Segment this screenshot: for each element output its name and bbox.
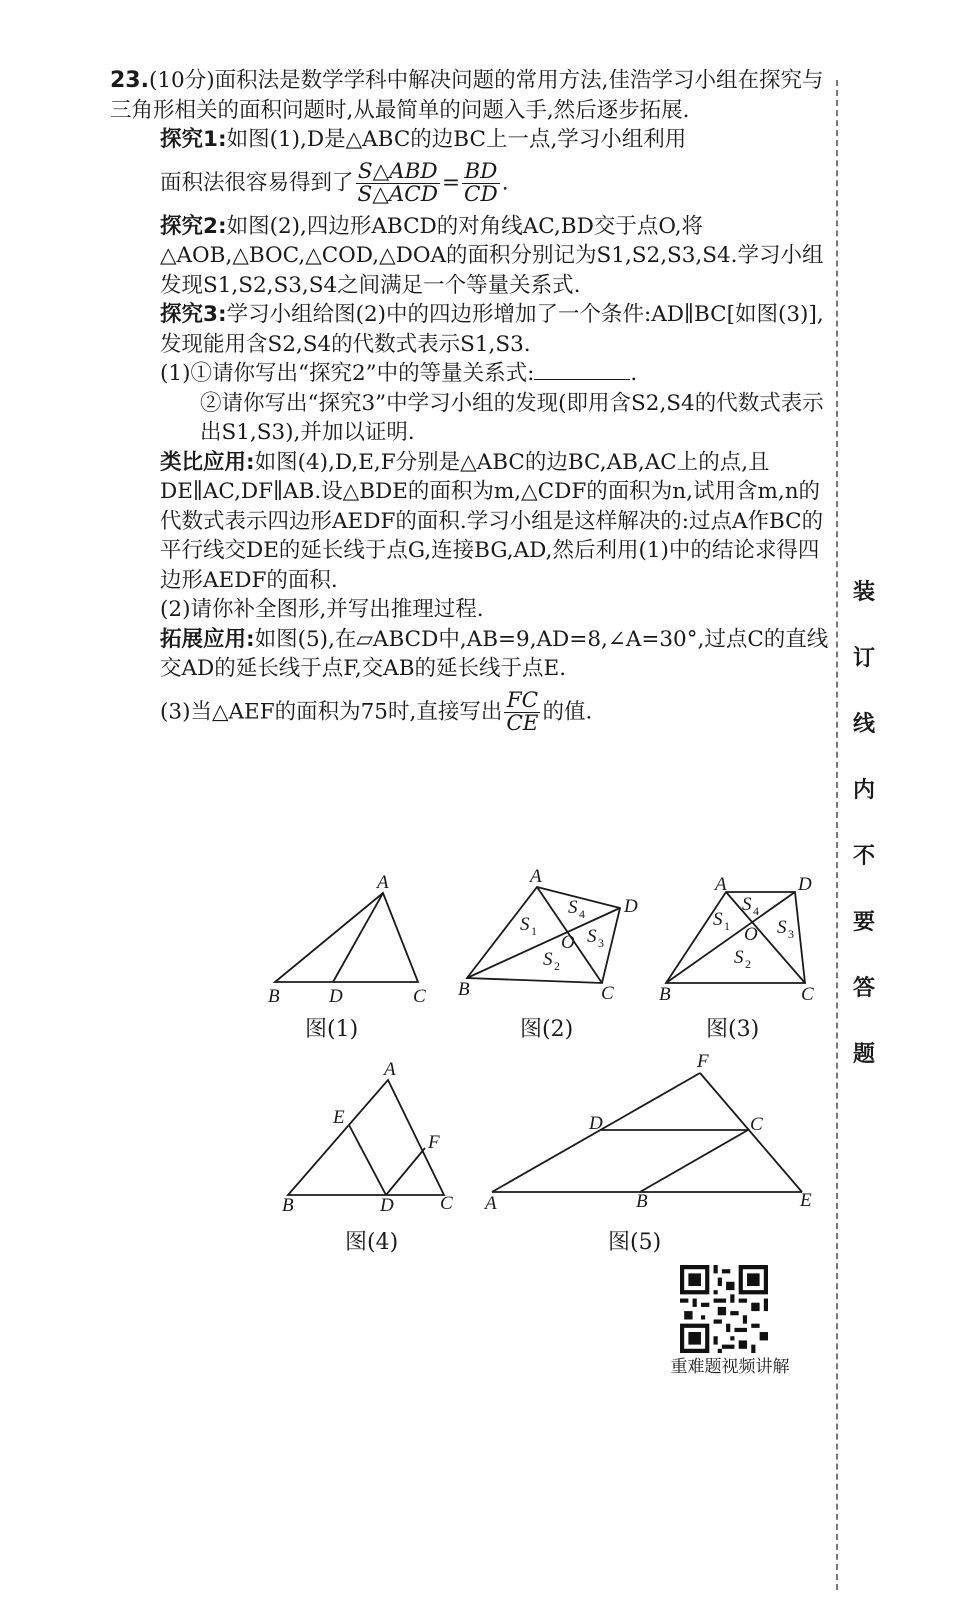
q1-part1-text: (1)①请你写出“探究2”中的等量关系式: <box>160 361 535 386</box>
exploration-3-text: 学习小组给图(2)中的四边形增加了一个条件:AD∥BC[如图(3)],发现能用含S2,S4的代数式表示S1,S3. <box>160 302 824 357</box>
exploration-1-label: 探究1: <box>160 127 227 152</box>
binding-char: 题 <box>852 1042 875 1067</box>
fig3-sub-2: 2 <box>745 957 751 971</box>
exploration-3-label: 探究3: <box>160 302 227 327</box>
fig1-label-b: B <box>268 986 280 1007</box>
fig2-label-s3: S <box>587 926 597 947</box>
fig4-label-e: E <box>333 1107 345 1128</box>
fig2-sub-1: 1 <box>531 924 537 938</box>
fig4-label-f: F <box>428 1132 440 1153</box>
fig2-sub-4: 4 <box>579 907 585 921</box>
fig1-caption: 图(1) <box>305 1017 359 1042</box>
fig4-segment-df <box>386 1148 425 1195</box>
fig1-label-d: D <box>329 986 343 1007</box>
binding-char: 装 <box>852 580 875 605</box>
qr-caption: 重难题视频讲解 <box>670 1357 790 1377</box>
fig3-caption: 图(3) <box>706 1017 760 1042</box>
fig2-label-c: C <box>601 983 614 1004</box>
analogy-label: 类比应用: <box>160 449 255 475</box>
fig5-label-e: E <box>800 1190 812 1211</box>
exploration-2-text: 如图(2),四边形ABCD的对角线AC,BD交于点O,将△AOB,△BOC,△COD,△DOA的面积分别记为S1,S2,S3,S4.学习小组发现S1,S2,S3,S4之间满足一个等量关系式. <box>160 213 824 298</box>
fig4-label-a: A <box>384 1059 396 1080</box>
fig1-label-c: C <box>413 986 426 1007</box>
fig4-label-d: D <box>380 1195 394 1216</box>
fig2-caption: 图(2) <box>520 1017 574 1042</box>
area-ratio-numerator: S△ABD <box>356 161 440 184</box>
question-number: 23. <box>110 68 149 93</box>
fig3-label-s4: S <box>742 894 752 915</box>
fig1-segment-ad <box>333 893 383 982</box>
fig5-label-b: B <box>636 1191 648 1212</box>
fig4-label-b: B <box>282 1195 294 1216</box>
exploration-1-text2: 面积法很容易得到了 <box>160 170 354 195</box>
fig2-sub-2: 2 <box>554 959 560 973</box>
binding-char: 要 <box>852 910 875 935</box>
fig2-label-d: D <box>624 896 638 917</box>
fig3-label-b: B <box>659 984 671 1005</box>
fig2-label-s1: S <box>520 914 530 935</box>
fig3-label-d: D <box>798 874 812 895</box>
fig4-segment-de <box>349 1125 386 1195</box>
fig5-label-c: C <box>750 1114 763 1135</box>
q3-end: 的值. <box>542 699 593 724</box>
fig3-label-o: O <box>744 924 758 945</box>
exploration-2-label: 探究2: <box>160 213 227 239</box>
fc-ce-numerator: FC <box>504 690 540 713</box>
fig3-label-c: C <box>801 984 814 1005</box>
segment-ratio-denominator: CD <box>464 181 498 207</box>
segment-ratio-numerator: BD <box>462 161 500 184</box>
binding-char: 答 <box>852 976 875 1001</box>
binding-char: 线 <box>852 712 875 737</box>
q2-text: (2)请你补全图形,并写出推理过程. <box>160 597 484 622</box>
fc-ce-denominator: CE <box>506 710 539 736</box>
fig1-label-a: A <box>377 872 389 893</box>
fig3-sub-4: 4 <box>753 904 759 918</box>
binding-char: 不 <box>852 844 875 869</box>
fig2-label-b: B <box>458 979 470 1000</box>
extension-label: 拓展应用: <box>160 626 255 652</box>
fig1-triangle <box>275 893 418 982</box>
q3-text: (3)当△AEF的面积为75时,直接写出 <box>160 699 503 724</box>
equals-sign: = <box>442 170 461 195</box>
fig2-label-a: A <box>530 866 542 887</box>
fig3-diagonal-bd <box>666 892 795 983</box>
q1-part2-text: ②请你写出“探究3”中学习小组的发现(即用含S2,S4的代数式表示出S1,S3),并加以证明. <box>200 390 824 445</box>
fig2-sub-3: 3 <box>598 936 604 950</box>
fig5-label-d: D <box>589 1113 603 1134</box>
fig4-triangle <box>288 1080 444 1195</box>
fig3-label-s3: S <box>777 917 787 938</box>
intro-text: (10分)面积法是数学学科中解决问题的常用方法,佳浩学习小组在探究与三角形相关的面积问题时,从最简单的问题入手,然后逐步拓展. <box>110 68 824 123</box>
fig5-label-a: A <box>485 1193 497 1214</box>
qr-code-icon[interactable] <box>680 1265 768 1353</box>
binding-line <box>836 80 838 1590</box>
binding-notice <box>852 560 876 1088</box>
fig5-caption: 图(5) <box>608 1230 662 1255</box>
fig3-label-s1: S <box>713 909 723 930</box>
binding-char: 订 <box>852 646 875 671</box>
analogy-text: 如图(4),D,E,F分别是△ABC的边BC,AB,AC上的点,且DE∥AC,DF∥AB.设△BDE的面积为m,△CDF的面积为n,试用含m,n的代数式表示四边形AEDF的面积.学习小组是这样解决的:过点A作BC的平行线交DE的延长线于点G,连接BG,AD,然后利用(1)中的结论求得四边形AEDF的面积. <box>160 449 824 593</box>
fig5-label-f: F <box>697 1051 709 1072</box>
binding-char: 内 <box>852 778 875 803</box>
fig3-sub-3: 3 <box>788 927 794 941</box>
fig2-label-o: O <box>561 932 575 953</box>
fig2-label-s2: S <box>543 949 553 970</box>
area-ratio-denominator: S△ACD <box>357 181 438 207</box>
fig3-sub-1: 1 <box>724 919 730 933</box>
formula-end: . <box>501 170 509 195</box>
fig3-label-a: A <box>715 874 727 895</box>
exploration-1-text: 如图(1),D是△ABC的边BC上一点,学习小组利用 <box>226 127 687 152</box>
fig3-label-s2: S <box>734 947 744 968</box>
extension-text: 如图(5),在▱ABCD中,AB=9,AD=8,∠A=30°,过点C的直线交AD的延长线于点F,交AB的延长线于点E. <box>160 626 829 681</box>
fig5-side-bc <box>640 1130 748 1192</box>
fig2-label-s4: S <box>568 897 578 918</box>
fig4-caption: 图(4) <box>345 1230 399 1255</box>
q1-part1-end: . <box>630 361 638 386</box>
fig4-label-c: C <box>440 1193 453 1214</box>
